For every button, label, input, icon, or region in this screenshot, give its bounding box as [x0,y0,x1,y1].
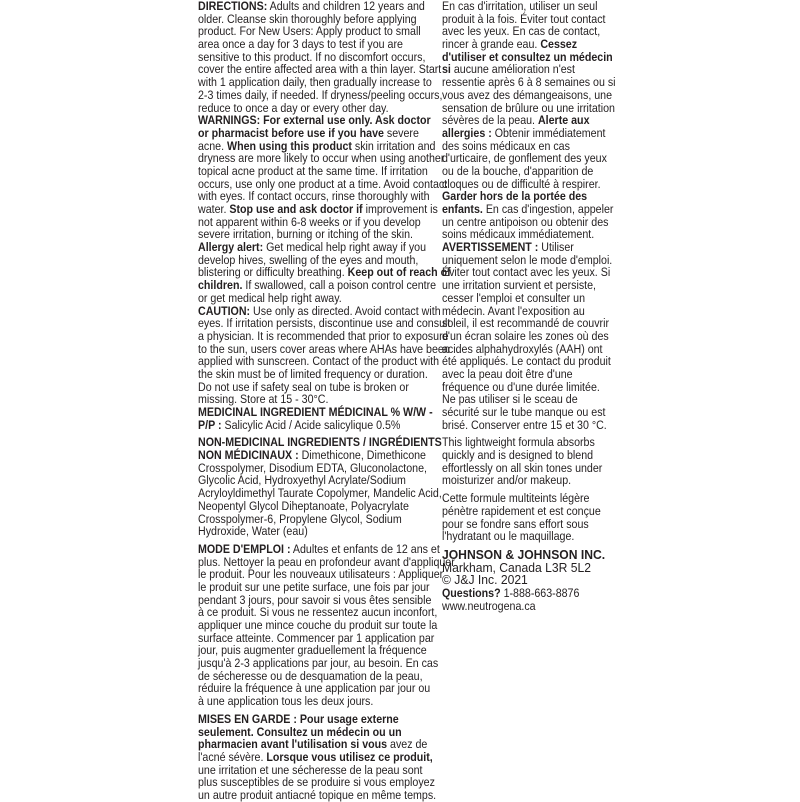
text: de sécheresse ou de desquamation de la peau, [198,668,423,683]
text: le produit sur une petite surface, une fois par jour [198,579,430,594]
text-line [198,695,455,708]
text: ressentie après 6 à 8 semaines ou si [442,75,616,90]
text: the skin must be of limited frequency or duration. [198,366,428,381]
text: Crosspolymer-6, Propylene Glycol, Sodium [198,511,402,526]
text: Adultes et enfants de 12 ans et [290,541,440,556]
text: Acryloyldimethyl Taurate Copolymer, Mandelic Acid, [198,486,442,501]
text: Salicylic Acid / Acide salicylique 0.5% [221,417,401,432]
text: Get medical help right away if you [263,240,427,255]
text: une irritation survient et persiste, [442,278,596,293]
text: jusqu'à 2-3 applications par jour, au besoin. En cas [198,656,439,671]
text: cesser l'emploi et consulter un [442,290,586,305]
text: En cas d'irritation, utiliser un seul [442,0,598,13]
text: l'hydratant ou le maquillage. [442,529,575,544]
text: aucune amélioration n'est [450,62,575,77]
text: sévères de la peau. [442,113,538,128]
text: moisturizer and/or makeup. [442,473,572,488]
text: Neopentyl Glycol Diheptanoate, Polyacrylate [198,498,409,513]
bold-text: When using this product [227,138,352,153]
text: a physician. It is recommended that prior to exposure [198,328,449,343]
text: blistering or difficulty breathing. [198,265,348,280]
text-line [442,474,616,487]
text: surface atteinte. Commencer par 1 application par [198,630,435,645]
text: cloques ou de difficulté à respirer. [442,176,601,191]
text: soins médicaux immédiatement. [442,227,595,242]
text: soleil, il est recommandé de couvrir [442,316,610,331]
text: not apparent within 6-8 weeks or if you develop [198,214,421,229]
bold-text: Cessez [540,37,578,52]
text: Adults and children 12 years and [267,0,425,13]
bold-text: Lorsque vous utilisez ce produit, [266,749,433,764]
text: un centre antipoison ou obtenir des [442,214,609,229]
bold-text: pharmacien avant l'utilisation si vous [198,737,388,752]
bold-text: Garder hors de la portée des [442,189,588,204]
bold-text: d'utiliser et consultez un médecin [442,49,613,64]
questions-label: Questions? [442,585,501,600]
company-address: Markham, Canada L3R 5L2 [442,560,592,575]
text: brisé. Conserver entre 15 et 30 °C. [442,417,607,432]
text: quickly and is designed to blend [442,448,594,463]
text: Utiliser [538,240,574,255]
text: des soins médicaux en cas [442,138,570,153]
text: dryness are more likely to occur when using another [198,151,445,166]
bold-text: MODE D'EMPLOI : [198,541,291,556]
text: to the sun, users cover areas where AHAs have been [198,341,450,356]
text: Glycolic Acid, Hydroxyethyl Acrylate/Sodium [198,473,406,488]
text: occurs, use only one product at a time. Avoid contact [198,176,448,191]
text: pénètre rapidement et est conçue [442,503,601,518]
text: réduire la fréquence à une application par jour ou [198,681,431,696]
text: severe [383,125,419,140]
text: appliquer une mince couche du produit sur toute la [198,618,438,632]
mises-en-garde-section [198,713,455,802]
text: ou de la bouche, d'apparition de [442,163,594,178]
text: En cas d'ingestion, appeler [482,202,614,216]
text: missing. Store at 15 - 30°C. [198,392,329,407]
text: le produit. Pour les nouveaux utilisateurs : Appliquer [198,567,444,582]
text: plus susceptibles de se produire si vous employez [198,775,435,790]
bold-text: si [442,62,451,77]
bold-text: MISES EN GARDE : Pour usage externe [198,711,399,726]
text: avec la peau doit être d'une [442,366,573,381]
text: Use only as directed. Avoid contact with [250,303,441,318]
text: l'acné sévère. [198,749,267,764]
text: sécurité sur le tube manque ou est [442,405,606,419]
questions-line [442,587,616,600]
mode-emploi-section [198,543,455,708]
text: topical acne product at the same time. If irritation [198,163,428,178]
text: avec les yeux. En cas de contact, [442,24,601,39]
text-line [442,530,616,543]
text: Obtenir immédiatement [491,125,606,140]
text-line [198,419,455,432]
bold-text: allergies : [442,125,492,140]
text: pour se fondre sans effort sous [442,516,589,531]
text: Ne pas utiliser si le sceau de [442,392,578,407]
bold-text: DIRECTIONS: [198,0,268,13]
manufacturer-info [442,549,616,612]
bold-text: Keep out of reach of [347,265,451,280]
text: plus. Nettoyer la peau en profondeur avant d'appliquer [198,554,455,569]
bold-text: MEDICINAL INGREDIENT MÉDICINAL % W/W - [198,405,433,419]
website-link[interactable]: www.neutrogena.ca [442,598,536,613]
text: with eyes. If contact occurs, rinse thoroughly with [198,189,430,204]
text: This lightweight formula absorbs [442,435,595,450]
text: Crosspolymer, Disodium EDTA, Gluconolactone, [198,460,428,475]
text: skin irritation and [351,138,436,153]
text: Dimethicone, Dimethicone [298,448,426,463]
text: cover the entire affected area with a thin layer. Start [198,62,442,77]
text: rincer à grande eau. [442,37,541,52]
text: uniquement selon le mode d'emploi. [442,252,613,267]
text: sensation de brûlure ou une irritation [442,100,615,115]
bold-text: Stop use and ask doctor if [229,202,363,216]
text: 2-3 times daily, if needed. If dryness/peeling occurs, [198,87,443,102]
text: water. [198,202,230,216]
text: older. Cleanse skin thoroughly before applying [198,11,417,26]
text: improvement is [362,202,438,216]
phone-number: 1-888-663-8876 [500,585,580,600]
text: acne. [198,138,228,153]
bold-text: or pharmacist before use if you have [198,125,384,140]
text: reduce to once a day or every other day. [198,100,389,115]
text: applied with sunscreen. Contact of the product with [198,354,440,369]
text: une irritation et une sécheresse de la peau sont [198,762,423,777]
text: or get medical help right away. [198,290,342,305]
text: un autre produit antiacné topique en même temps. [198,787,437,802]
text: product. For New Users: Apply product to small [198,24,421,39]
text: acides alphahydroxylés (AAH) ont [442,341,603,356]
text: d'un écran solaire les zones où des [442,328,609,343]
bold-text: Alerte aux [537,113,590,128]
company-name: JOHNSON & JOHNSON INC. [442,547,606,562]
text: pendant 3 jours, pour savoir si vous êtes sensible [198,592,432,607]
text: été appliqués. Le contact du produit [442,354,611,369]
text: eyes. If irritation persists, discontinue use and consult [198,316,451,331]
bold-text: NON-MEDICINAL INGREDIENTS / INGRÉDIENTS [198,435,442,450]
text: severe irritation, burning or itching of the skin. [198,227,414,242]
bold-text: NON MÉDICINAUX : [198,448,299,463]
description-english [442,436,616,487]
bold-text: CAUTION: [198,303,251,318]
bold-text: AVERTISSEMENT : [442,240,539,255]
copyright: © J&J Inc. 2021 [442,573,528,588]
text: jour, puis augmenter graduellement la fréquence [198,643,427,658]
text-line [198,525,455,538]
bold-text: P/P : [198,417,222,432]
text: Hydroxide, Water (eau) [198,524,308,539]
description-french [442,492,616,543]
text: produit à la fois. Éviter tout contact [442,11,606,26]
bold-text: children. [198,278,243,293]
directions-warnings-caution-section [198,0,455,431]
text: Cette formule multiteints légère [442,491,590,506]
text: develop hives, swelling of the eyes and mouth, [198,252,419,267]
text: Éviter tout contact avec les yeux. Si [442,265,611,280]
text: If swallowed, call a poison control centre [242,278,437,293]
text: à une application tous les deux jours. [198,694,374,709]
right-text-column [442,0,616,612]
text: vous avez des démangeaisons, une [442,87,613,102]
text: area once a day for 3 days to test if you are [198,37,403,52]
text: d'urticaire, de gonflement des yeux [442,151,607,166]
text: sensitive to this product. If no discomfort occurs, [198,49,426,64]
left-text-column [198,0,455,802]
bold-text: seulement. Consultez un médecin ou un [198,724,402,739]
text: avez de [387,737,428,752]
text: Do not use if safety seal on tube is broken or [198,379,409,394]
bold-text: enfants. [442,202,483,216]
non-medicinal-ingredients-section [198,436,455,538]
text: fréquence ou d'une durée limitée. [442,379,600,394]
text: médecin. Avant l'exposition au [442,303,585,318]
text: effortlessly on all skin tones under [442,460,603,475]
text: with 1 application daily, then gradually increase to [198,75,432,90]
mises-en-garde-continued-section [442,0,616,431]
text: à ce produit. Si vous ne ressentez aucun inconfort, [198,605,438,620]
text-line [442,419,616,432]
bold-text: Allergy alert: [198,240,264,255]
bold-text: WARNINGS: For external use only. Ask doctor [198,113,431,128]
